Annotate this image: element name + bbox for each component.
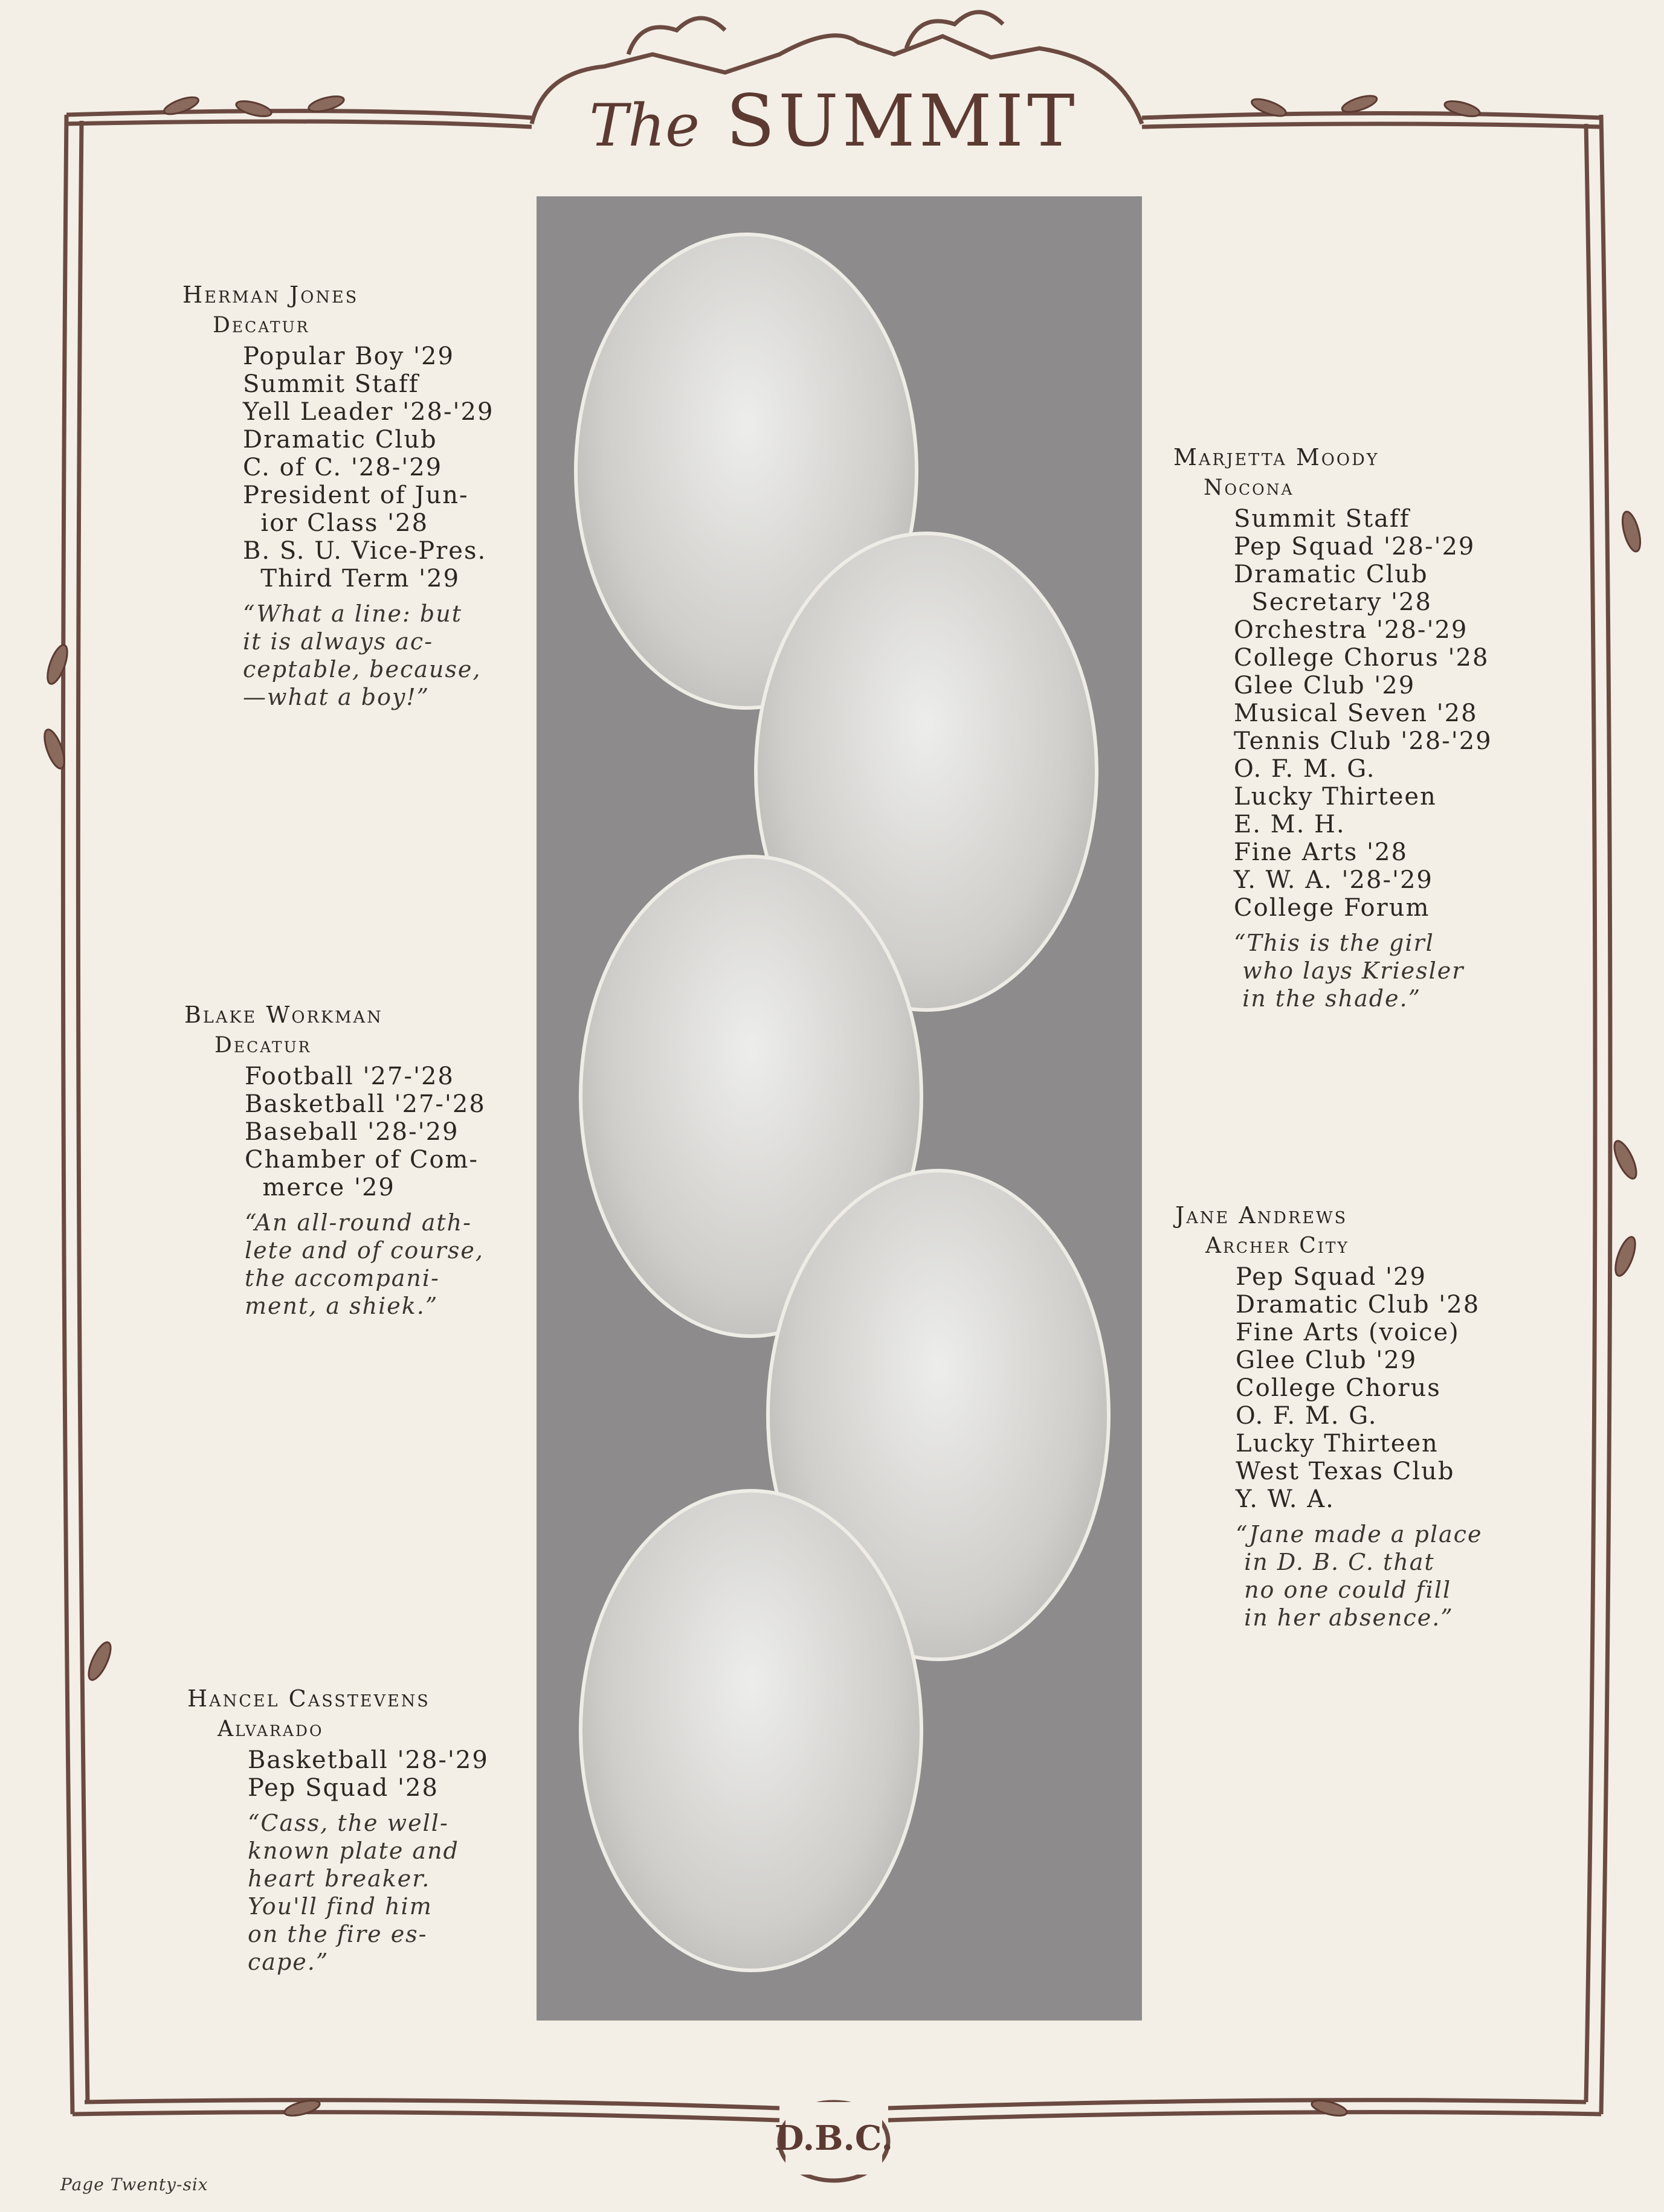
- activity-item: Chamber of Com-: [245, 1146, 479, 1174]
- student-entry-herman-jones: [182, 281, 521, 711]
- activity-item: C. of C. '28-'29: [243, 454, 443, 481]
- activity-item: Basketball '28-'29: [248, 1746, 489, 1774]
- activity-item: Lucky Thirteen: [1234, 783, 1437, 811]
- student-name: Blake Workman: [184, 1002, 383, 1028]
- photo-panel: [537, 196, 1142, 2021]
- activity-item: Fine Arts '28: [1234, 838, 1408, 866]
- student-name: Marjetta Moody: [1173, 444, 1379, 471]
- student-entry-blake-workman: [184, 1002, 523, 1320]
- student-name: Hancel Casstevens: [187, 1685, 430, 1712]
- activity-item: Pep Squad '28: [248, 1774, 439, 1802]
- activity-item: Dramatic Club: [1234, 561, 1428, 588]
- activity-list: [1236, 1263, 1562, 1513]
- page-number: Page Twenty-six: [60, 2175, 208, 2194]
- activity-item: College Chorus '28: [1234, 644, 1489, 672]
- activity-item: Third Term '29: [243, 565, 460, 593]
- activity-item: Baseball '28-'29: [245, 1118, 459, 1146]
- activity-item: Glee Club '29: [1234, 672, 1416, 699]
- activity-item: Fine Arts (voice): [1236, 1319, 1460, 1346]
- activity-item: Orchestra '28-'29: [1234, 616, 1468, 644]
- activity-item: Glee Club '29: [1236, 1346, 1417, 1374]
- student-town: Decatur: [214, 1033, 312, 1058]
- student-town: Archer City: [1205, 1233, 1349, 1258]
- student-entry-jane-andrews: [1175, 1202, 1562, 1632]
- activity-item: O. F. M. G.: [1234, 755, 1376, 783]
- activity-item: Summit Staff: [243, 370, 419, 398]
- student-town: Decatur: [213, 313, 310, 338]
- activity-item: Musical Seven '28: [1234, 699, 1478, 727]
- activity-item: Secretary '28: [1234, 588, 1432, 616]
- activity-item: O. F. M. G.: [1236, 1402, 1378, 1430]
- activity-item: Tennis Club '28-'29: [1234, 727, 1492, 755]
- activity-item: President of Jun-: [243, 481, 469, 509]
- activity-item: West Texas Club: [1236, 1458, 1455, 1485]
- activity-list: [1234, 505, 1560, 922]
- college-seal: D.B.C.: [785, 2102, 882, 2175]
- student-entry-hancel-casstevens: [187, 1685, 526, 1976]
- activity-item: Lucky Thirteen: [1236, 1430, 1439, 1458]
- activity-list: [245, 1063, 523, 1201]
- activity-item: Y. W. A. '28-'29: [1234, 866, 1433, 894]
- student-quote: “Jane made a place in D. B. C. that no one could fill in her absence.”: [1236, 1521, 1483, 1631]
- student-town: Nocona: [1204, 475, 1294, 500]
- student-quote: “An all-round ath- lete and of course, the accompani- ment, a shiek.”: [245, 1209, 484, 1319]
- activity-list: [243, 342, 521, 593]
- activity-item: E. M. H.: [1234, 811, 1346, 838]
- student-name: Jane Andrews: [1175, 1202, 1348, 1229]
- student-town: Alvarado: [218, 1717, 324, 1741]
- activity-item: Pep Squad '28-'29: [1234, 533, 1475, 561]
- activity-item: ior Class '28: [243, 509, 429, 537]
- masthead-title-main: SUMMIT: [726, 79, 1079, 162]
- activity-item: Dramatic Club: [243, 426, 437, 454]
- activity-list: [248, 1746, 526, 1802]
- activity-item: Football '27-'28: [245, 1063, 454, 1090]
- activity-item: Popular Boy '29: [243, 342, 454, 370]
- activity-item: Dramatic Club '28: [1236, 1291, 1480, 1319]
- activity-item: Summit Staff: [1234, 505, 1410, 533]
- portrait-hancel-casstevens: [579, 1489, 923, 1972]
- student-quote: “This is the girl who lays Kriesler in the shade.”: [1234, 930, 1465, 1012]
- student-entry-marjetta-moody: [1173, 444, 1560, 1012]
- activity-item: B. S. U. Vice-Pres.: [243, 537, 487, 565]
- activity-item: Pep Squad '29: [1236, 1263, 1427, 1291]
- activity-item: Y. W. A.: [1236, 1485, 1335, 1513]
- masthead-title: [520, 72, 1148, 169]
- activity-item: merce '29: [245, 1174, 395, 1201]
- student-quote: “Cass, the well- known plate and heart breaker. You'll find him on the fire es- cape.”: [248, 1810, 459, 1975]
- student-name: Herman Jones: [182, 281, 359, 308]
- masthead-title-prefix: The: [589, 92, 700, 159]
- activity-item: Yell Leader '28-'29: [243, 398, 494, 426]
- student-quote: “What a line: but it is always ac- ceptable, because, —what a boy!”: [243, 600, 482, 710]
- activity-item: College Forum: [1234, 894, 1430, 922]
- activity-item: Basketball '27-'28: [245, 1090, 486, 1118]
- activity-item: College Chorus: [1236, 1374, 1441, 1402]
